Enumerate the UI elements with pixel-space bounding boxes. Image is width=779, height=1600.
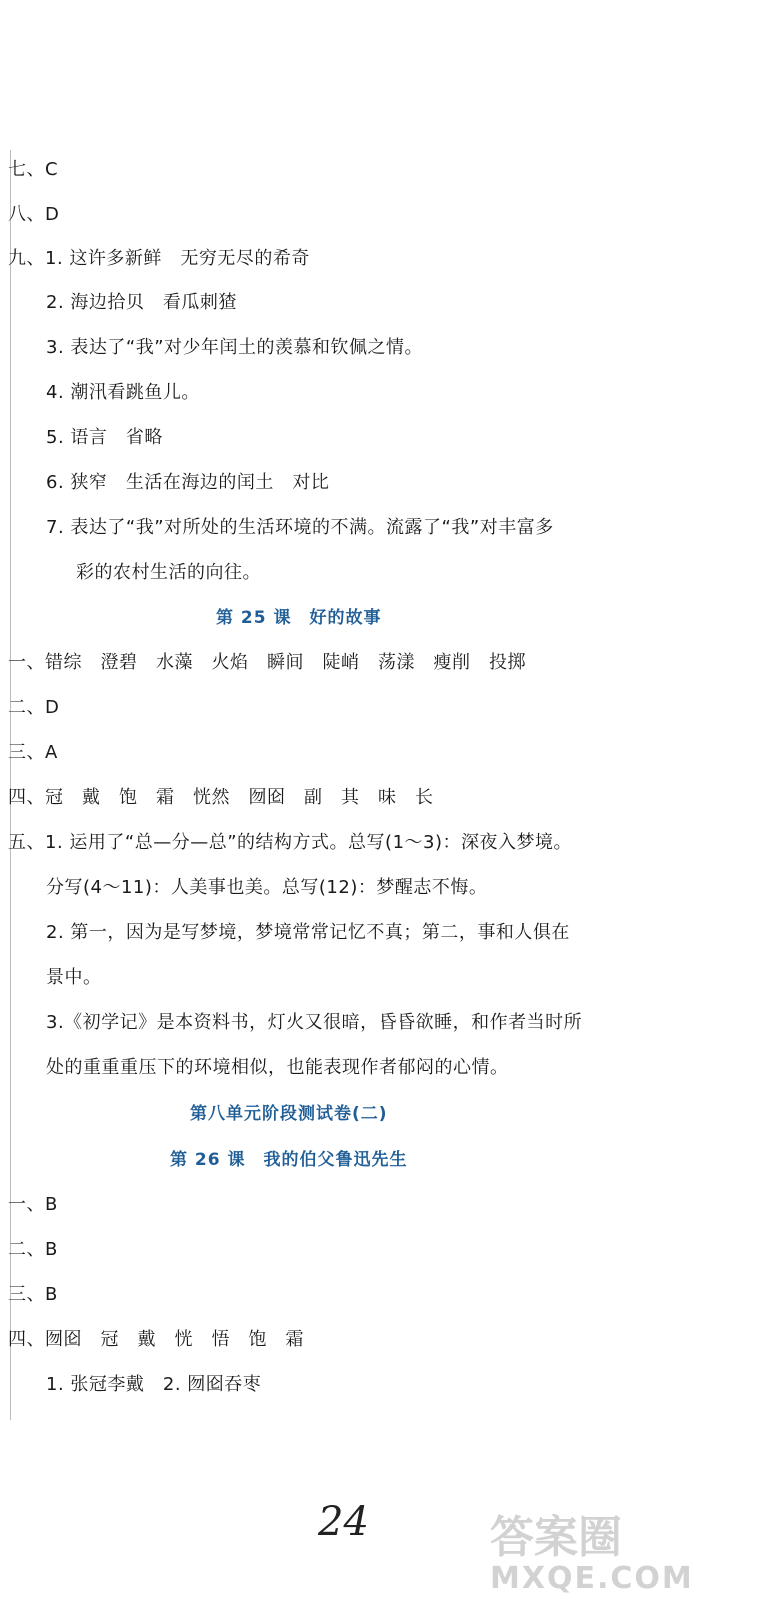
lesson-26-heading: 第 26 课 我的伯父鲁迅先生 — [170, 1150, 408, 1170]
lesson-26-answer-3: 三、B — [8, 1284, 58, 1305]
lesson-25-answer-5-1: 五、1. 运用了“总—分—总”的结构方式。总写(1～3)：深夜入梦境。 — [8, 832, 572, 853]
lesson-25-answer-5-3: 3.《初学记》是本资料书，灯火又很暗，昏昏欲睡，和作者当时所 — [46, 1012, 583, 1033]
page-number: 24 — [318, 1499, 369, 1545]
answer-line-9-7-cont: 彩的农村生活的向往。 — [76, 562, 261, 583]
lesson-26-answer-4: 四、囫囵 冠 戴 恍 悟 饱 霜 — [8, 1329, 304, 1350]
lesson-25-answer-1: 一、错综 澄碧 水藻 火焰 瞬间 陡峭 荡漾 瘦削 投掷 — [8, 652, 526, 673]
answer-line-8: 八、D — [8, 204, 60, 225]
lesson-25-answer-5-1-cont: 分写(4～11)：人美事也美。总写(12)：梦醒志不悔。 — [46, 877, 488, 898]
answer-line-9-6: 6. 狭窄 生活在海边的闰土 对比 — [46, 472, 330, 493]
lesson-26-answer-1: 一、B — [8, 1194, 58, 1215]
watermark-logo — [480, 1504, 770, 1594]
margin-rule — [10, 150, 11, 1420]
lesson-26-answer-4-sub: 1. 张冠李戴 2. 囫囵吞枣 — [46, 1374, 262, 1395]
answer-line-9-1: 九、1. 这许多新鲜 无穷无尽的希奇 — [8, 248, 310, 269]
unit-8-test-heading: 第八单元阶段测试卷(二) — [190, 1104, 388, 1124]
lesson-25-answer-4: 四、冠 戴 饱 霜 恍然 囫囵 副 其 味 长 — [8, 787, 434, 808]
answer-line-9-7: 7. 表达了“我”对所处的生活环境的不满。流露了“我”对丰富多 — [46, 517, 554, 538]
answer-line-9-2: 2. 海边拾贝 看瓜刺猹 — [46, 292, 237, 313]
lesson-25-answer-5-3-cont: 处的重重重压下的环境相似，也能表现作者郁闷的心情。 — [46, 1057, 509, 1078]
answer-line-9-4: 4. 潮汛看跳鱼儿。 — [46, 382, 200, 403]
answer-line-9-5: 5. 语言 省略 — [46, 427, 163, 448]
answer-line-7: 七、C — [8, 159, 59, 180]
lesson-25-answer-3: 三、A — [8, 742, 58, 763]
lesson-25-heading: 第 25 课 好的故事 — [216, 608, 382, 628]
lesson-25-answer-2: 二、D — [8, 697, 60, 718]
watermark-text: 答案圈 — [490, 1512, 622, 1563]
watermark-url: MXQE.COM — [490, 1561, 694, 1594]
lesson-26-answer-2: 二、B — [8, 1239, 58, 1260]
answer-line-9-3: 3. 表达了“我”对少年闰土的羡慕和钦佩之情。 — [46, 337, 424, 358]
lesson-25-answer-5-2-cont: 景中。 — [46, 967, 102, 988]
lesson-25-answer-5-2: 2. 第一，因为是写梦境，梦境常常记忆不真；第二，事和人俱在 — [46, 922, 570, 943]
